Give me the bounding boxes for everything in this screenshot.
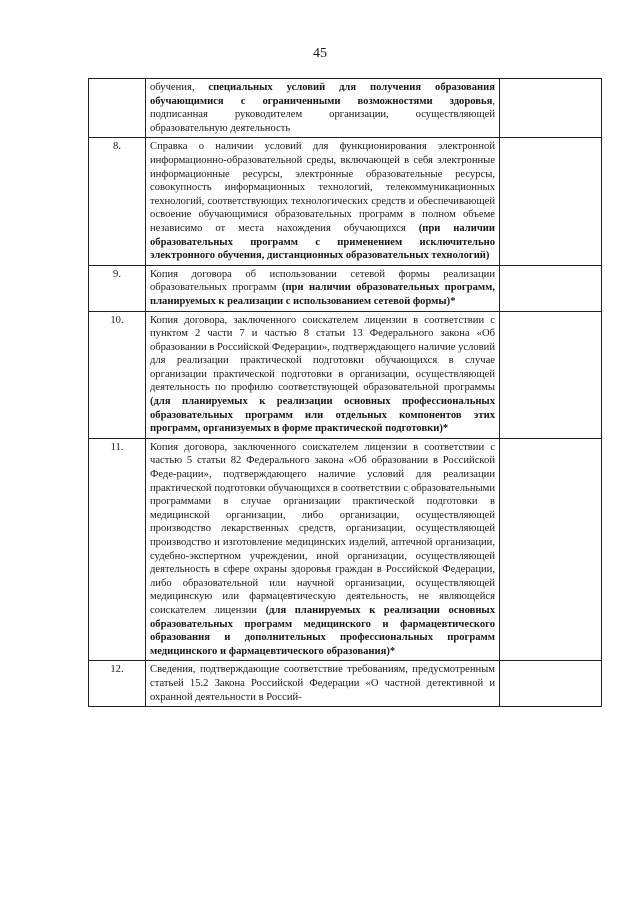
bold-text-fragment: (для планируемых к реализации основных образовательных программ медицинского и фармацевтического образования и дополнительных профессиональных программ медицинского и фармацевтического образования)* [150,604,495,657]
bold-text-fragment: (при наличии образовательных программ, планируемых к реализации с использованием сетевой формы)* [150,282,495,307]
description-cell [146,138,500,265]
empty-cell [500,661,602,707]
table-row [89,311,602,438]
text-fragment: , подписанная руководителем организации, осуществляющей образовательную деятельность [150,95,495,134]
text-fragment: Копия договора, заключенного соискателем лицензии в соответствии с частью 5 статьи 82 Федерального закона «Об образовании в Российской Феде-рации», подтверждающего наличие условий для реализации практической подготовки обучающихся в соответствии с образовательными программами в случае организации практической подготовки в медицинской организации, либо организации, осуществляющей производство лекарственных средств, организации, осуществляющей производство и изготовление медицинских изделий, аптечной организации, судебно-экспертном учреждении, иной организации, осуществляющей деятельность в сфере охраны здоровья граждан в Российской Федерации, либо образовательной или научной организации, осуществляющей медицинскую или фармацевтическую деятельность, не являющейся соискателем лицензии [150,441,495,616]
text-fragment: Справка о наличии условий для функционирования электронной информационно-образовательной среды, включающей в себя электронные информационные ресурсы, электронные образовательные ресурсы, совокупность информационных технологий, телекоммуникационных технологий, соответствующих технологических средств и обеспечивающей освоение обучающимися образовательных программ в полном объеме независимо от места нахождения обучающихся [150,141,495,234]
table-row [89,438,602,661]
row-number-cell: 11. [89,438,146,661]
description-cell [146,661,500,707]
page-number: 45 [313,46,327,61]
table-row [89,661,602,707]
text-fragment: Сведения, подтверждающие соответствие требованиям, предусмотренным статьей 15.2 Закона Российской Федерации «О частной детективной и охранной деятельности в Россий- [150,664,495,703]
bold-text-fragment: (при наличии образовательных программ с применением исключительно электронного обучения, дистанционных образовательных технологий) [150,222,495,262]
bold-text-fragment: специальных условий для получения образования обучающимися с ограниченными возможностями здоровья [150,82,495,107]
row-number-cell: 9. [89,265,146,311]
row-number-cell: 10. [89,311,146,438]
empty-cell [500,438,602,661]
empty-cell [500,79,602,138]
row-number-cell: 8. [89,138,146,265]
table-body [89,79,602,707]
document-table [88,78,602,707]
description-cell [146,265,500,311]
row-number-cell [89,79,146,138]
text-fragment: Копия договора об использовании сетевой формы реализации образовательных программ [150,268,495,294]
description-cell [146,79,500,138]
empty-cell [500,265,602,311]
table-row [89,79,602,138]
text-fragment: обучения, [150,82,209,93]
empty-cell [500,138,602,265]
text-fragment: Копия договора, заключенного соискателем лицензии в соответствии с пунктом 2 части 7 и частью 8 статьи 13 Федерального закона «Об образовании в Российской Федерации», подтверждающего наличие условий для реализации практической подготовки обучающихся в случае организации практической подготовки в организации, осуществляющей деятельность по профилю соответствующей образовательной программы [150,314,495,394]
table-row [89,138,602,265]
description-cell [146,311,500,438]
empty-cell [500,311,602,438]
table-row [89,265,602,311]
bold-text-fragment: (для планируемых к реализации основных профессиональных образовательных программ или отдельных компонентов этих программ, организуемых в форме практической подготовки)* [150,396,495,435]
row-number-cell: 12. [89,661,146,707]
description-cell [146,438,500,661]
